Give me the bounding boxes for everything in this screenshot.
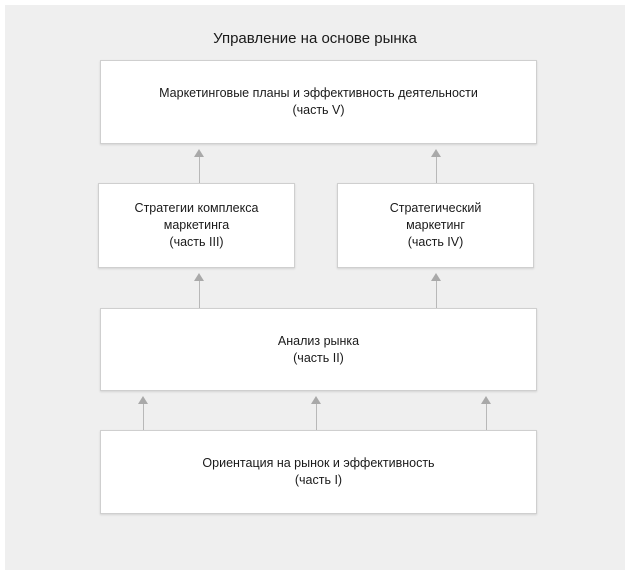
box-strategic-marketing-line3: (часть IV) [407,235,464,249]
arrow-left-to-top-head [194,149,204,157]
arrow-bottom-to-middle-center-head [311,396,321,404]
box-marketing-mix-line3: (часть III) [169,235,224,249]
arrow-bottom-to-middle-right-head [481,396,491,404]
arrow-middle-to-left-line [199,280,200,308]
box-market-analysis [100,308,537,391]
arrow-right-to-top-line [436,156,437,183]
box-marketing-mix-line2: маркетинга [163,218,230,232]
arrow-left-to-top-line [199,156,200,183]
box-market-orientation-line2: (часть I) [294,473,343,487]
box-market-analysis-line1: Анализ рынка [277,333,360,348]
box-market-orientation-line1: Ориентация на рынок и эффективность [202,456,435,470]
arrow-right-to-top-head [431,149,441,157]
arrow-bottom-to-middle-right-line [486,403,487,430]
box-market-analysis-line2: (часть II) [293,350,344,365]
box-marketing-plans-line1: Маркетинговые планы и эффективность деятельности [159,86,478,100]
box-marketing-plans-line2: (часть V) [292,103,345,117]
arrow-middle-to-right-head [431,273,441,281]
box-strategic-marketing-line2: маркетинг [406,218,465,232]
arrow-middle-to-left-head [194,273,204,281]
box-marketing-plans [100,60,537,144]
box-strategic-marketing-line1: Стратегический [389,201,482,215]
diagram-title: Управление на основе рынка [213,30,417,47]
arrow-middle-to-right-line [436,280,437,308]
box-marketing-mix-line1: Стратегии комплекса [134,201,259,215]
arrow-bottom-to-middle-left-line [143,403,144,430]
arrow-bottom-to-middle-center-line [316,403,317,430]
arrow-bottom-to-middle-left-head [138,396,148,404]
box-marketing-mix-strategies [98,183,295,268]
box-market-orientation [100,430,537,514]
box-strategic-marketing [337,183,534,268]
